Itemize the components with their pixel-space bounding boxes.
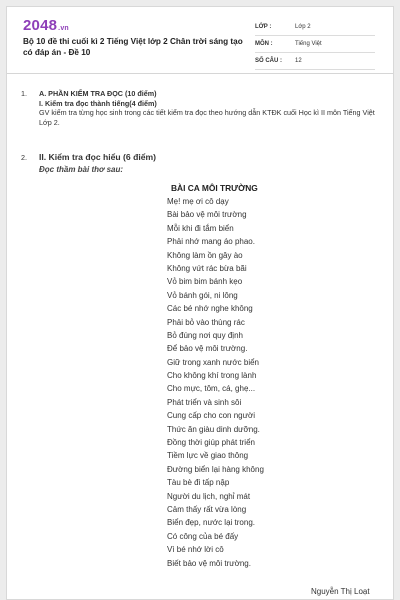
poem-line: Cung cấp cho con người [167,411,255,421]
poem-line: Bỏ đúng nơi quy định [167,330,243,340]
document-title: Bộ 10 đề thi cuối kì 2 Tiếng Việt lớp 2 Chân trời sáng tạo có đáp án - Đề 10 [23,37,243,57]
poem-line: Tàu bè đi tấp nập [167,478,230,488]
logo-text: 2048 [23,17,58,34]
poem-line: Có công của bé đấy [167,531,239,541]
logo-suffix: .vn [58,25,69,32]
poem-line: Không làm ồn gây ào [167,250,243,260]
poem-line: Đường biển lại hàng không [167,464,264,474]
section-number: 2. [21,153,27,162]
section-1-body [39,89,389,127]
poem-line: Tiềm lực về giao thông [167,451,249,461]
poem-line: Phải bỏ vào thùng rác [167,317,245,327]
meta-value: Lớp 2 [295,24,311,30]
section-2-title: II. Kiểm tra đọc hiểu (6 điểm) [39,152,156,162]
poem-line: Vỏ bánh gói, ni lông [167,290,238,300]
poem-line: Cảm thấy rất vừa lòng [167,504,247,514]
meta-value: 12 [295,58,302,64]
poem-line: Các bé nhớ nghe không [167,304,253,314]
poem-line: Đồng thời giúp phát triển [167,438,255,448]
poem-line: Vì bé nhớ lời cô [167,545,224,555]
poem-line: Mỗi khi đi tắm biển [167,223,234,233]
poem-line: Giữ trong xanh nước biển [167,357,260,367]
meta-key: LỚP : [255,24,272,30]
poem-line: Biển đẹp, nước lại trong. [167,518,255,528]
meta-table [255,19,375,70]
poem-line: Người du lịch, nghỉ mát [167,491,251,501]
poem-line: Phải nhớ mang áo phao. [167,237,255,247]
poem-author: Nguyễn Thị Loạt [311,587,370,596]
section-2-body [39,153,389,174]
reading-instruction: Đọc thầm bài thơ sau: [39,164,124,174]
meta-row-grade [255,19,375,36]
meta-row-subject [255,36,375,53]
poem-line: Biết bảo vệ môi trường. [167,558,251,568]
document-page [6,6,394,600]
poem-lines [167,195,337,570]
site-logo[interactable] [23,17,69,34]
poem-title: BÀI CA MÔI TRƯỜNG [171,183,258,193]
poem-line: Cho không khí trong lành [167,371,257,381]
poem-line: Vỏ bim bim bánh kẹo [167,277,243,287]
section-1-subtitle: I. Kiểm tra đọc thành tiếng(4 điểm) [39,98,157,108]
section-number: 1. [21,89,27,98]
meta-key: MÔN : [255,41,273,47]
header-divider [7,73,394,74]
meta-value: Tiếng Việt [295,41,322,47]
section-1-paragraph: GV kiểm tra từng học sinh trong các tiết kiểm tra đọc theo hướng dẫn KTĐK cuối Học kì II môn Tiếng Việt Lớp 2. [39,108,375,127]
section-1-title: A. PHẦN KIỂM TRA ĐỌC (10 điểm) [39,89,157,98]
poem-line: Để bảo vệ môi trường. [167,344,248,354]
poem-line: Mẹ! mẹ ơi cô dạy [167,197,229,206]
poem-line: Cho mực, tôm, cá, ghẹ... [167,384,256,394]
meta-key: SỐ CÂU : [255,58,282,64]
poem-line: Thức ăn giàu dinh dưỡng. [167,424,260,434]
poem-line: Không vứt rác bừa bãi [167,263,247,273]
page-header [7,7,394,71]
poem [167,183,337,570]
poem-line: Bài bảo vệ môi trường [167,210,247,220]
meta-row-question-count [255,53,375,70]
poem-line: Phát triển và sinh sôi [167,397,242,407]
